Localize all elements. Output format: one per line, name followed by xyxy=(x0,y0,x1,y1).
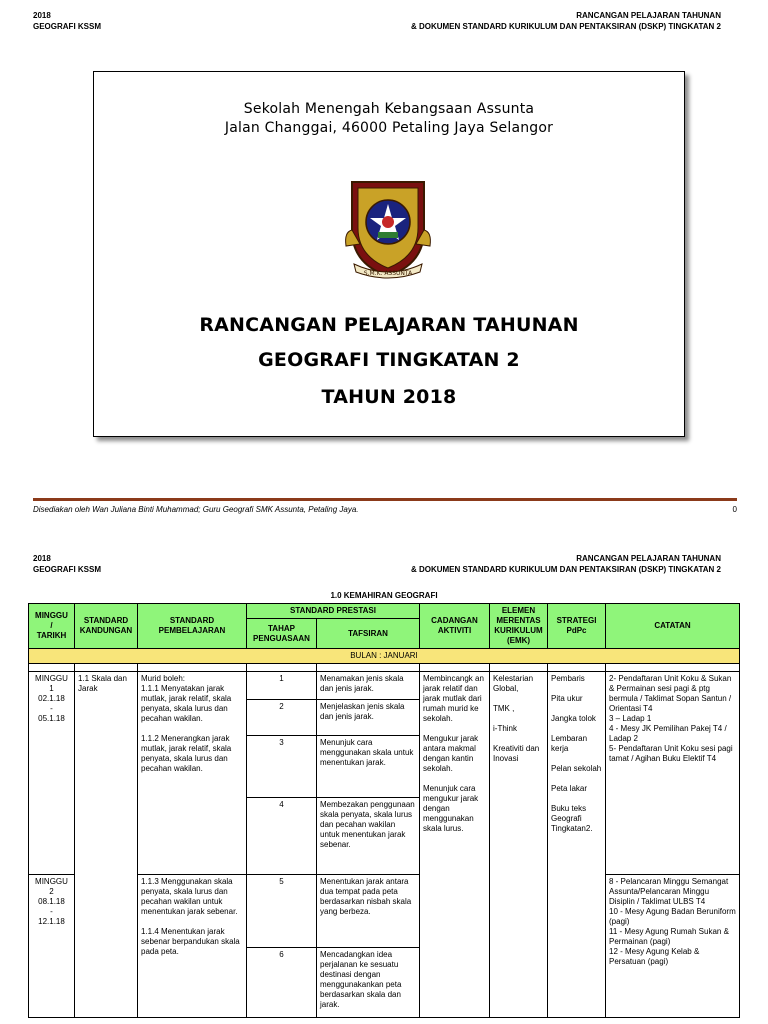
catatan-week-2: 8 - Pelancaran Minggu Semangat Assunta/Pelancaran Minggu Disiplin / Taklimat ULBS T4 10 - Mesy Agung Badan Beruniform (pagi) 11 - Mesy Agung Rumah Sukan & Permainan (pagi) 12 - Mesy Agung Kelab & Persatuan (pagi) xyxy=(606,875,740,1018)
header-right-2: RANCANGAN PELAJARAN TAHUNAN & DOKUMEN STANDARD KURIKULUM DAN PENTAKSIRAN (DSKP) TINGKATAN 2 xyxy=(410,554,721,574)
tp-2: 2 xyxy=(247,700,317,736)
strategi-cell: Pembaris Pita ukur Jangka tolok Lembaran kerja Pelan sekolah Peta lakar Buku teks Geografi Tingkatan2. xyxy=(548,672,606,1018)
page-number: 0 xyxy=(732,505,737,514)
section-title: 1.0 KEMAHIRAN GEOGRAFI xyxy=(330,591,438,600)
tp-4: 4 xyxy=(247,798,317,875)
tafsiran-6: Mencadangkan idea perjalanan ke sesuatu destinasi dengan menggunakankan peta berdasarkan skala dan jarak. xyxy=(317,948,420,1018)
col-catatan: CATATAN xyxy=(606,604,740,649)
prepared-by: Disediakan oleh Wan Juliana Binti Muhammad; Guru Geografi SMK Assunta, Petaling Jaya. xyxy=(33,505,359,514)
cover-title-1: RANCANGAN PELAJARAN TAHUNAN xyxy=(199,314,579,336)
cover-page xyxy=(93,71,685,437)
col-cadangan-aktiviti: CADANGAN AKTIVITI xyxy=(420,604,490,649)
header-left-2: 2018 GEOGRAFI KSSM xyxy=(33,554,102,574)
header-right: RANCANGAN PELAJARAN TAHUNAN & DOKUMEN STANDARD KURIKULUM DAN PENTAKSIRAN (DSKP) TINGKATAN 2 xyxy=(410,11,721,31)
month-label: BULAN : JANUARI xyxy=(29,649,740,664)
standard-pembelajaran-2: 1.1.3 Menggunakan skala penyata, skala lurus dan pecahan wakilan untuk menentukan jarak sebenar. 1.1.4 Menentukan jarak sebenar berpandukan skala pada peta. xyxy=(138,875,247,1018)
col-tafsiran: TAFSIRAN xyxy=(317,619,420,649)
col-standard-pembelajaran: STANDARD PEMBELAJARAN xyxy=(138,604,247,649)
lesson-plan-table xyxy=(28,603,740,1018)
catatan-week-1: 2- Pendaftaran Unit Koku & Sukan & Permainan sesi pagi & ptg bermula / Taklimat Sopan Santun / Orientasi T4 3 – Ladap 1 4 - Mesy JK Pemilihan Pakej T4 / Ladap 2 5- Pendaftaran Unit Koku sesi pagi tamat / Agihan Buku Elektif T4 xyxy=(606,672,740,875)
tafsiran-5: Menentukan jarak antara dua tempat pada peta berdasarkan nisbah skala yang berbeza. xyxy=(317,875,420,948)
col-minggu: MINGGU / TARIKH xyxy=(29,604,75,649)
cover-title-3: TAHUN 2018 xyxy=(321,386,457,408)
school-address: Jalan Changgai, 46000 Petaling Jaya Selangor xyxy=(224,120,554,136)
emk-cell: Kelestarian Global, TMK , i-Think Kreativiti dan Inovasi xyxy=(490,672,548,1018)
table-header-row xyxy=(29,604,740,619)
cover-title-2: GEOGRAFI TINGKATAN 2 xyxy=(258,349,520,371)
school-info xyxy=(94,100,684,138)
standard-pembelajaran-1: Murid boleh: 1.1.1 Menyatakan jarak mutlak, jarak relatif, skala penyata, skala lurus dan pecahan wakilan. 1.1.2 Menerangkan jarak mutlak, jarak relatif, skala penyata, skala lurus dan pecahan wakilan. xyxy=(138,672,247,875)
col-tahap-penguasaan: TAHAP PENGUASAAN xyxy=(247,619,317,649)
tp-6: 6 xyxy=(247,948,317,1018)
col-standard-prestasi: STANDARD PRESTASI xyxy=(247,604,420,619)
tp-5: 5 xyxy=(247,875,317,948)
tp-3: 3 xyxy=(247,736,317,798)
col-strategi: STRATEGI PdPc xyxy=(548,604,606,649)
tafsiran-4: Membezakan penggunaan skala penyata, skala lurus dan pecahan wakilan untuk menentukan jarak sebenar. xyxy=(317,798,420,875)
month-row xyxy=(29,649,740,664)
week-1-date: MINGGU 1 02.1.18 - 05.1.18 xyxy=(29,672,75,875)
svg-text:S.M.K. ASSUNTA: S.M.K. ASSUNTA xyxy=(363,270,413,277)
tafsiran-1: Menamakan jenis skala dan jenis jarak. xyxy=(317,672,420,700)
spacer-row xyxy=(29,664,740,672)
school-crest-logo xyxy=(340,172,436,282)
page-footer xyxy=(33,505,737,514)
school-name: Sekolah Menengah Kebangsaan Assunta xyxy=(243,101,535,117)
footer-divider xyxy=(33,498,737,501)
col-emk: ELEMEN MERENTAS KURIKULUM (EMK) xyxy=(490,604,548,649)
week-2-date: MINGGU 2 08.1.18 - 12.1.18 xyxy=(29,875,75,1018)
tafsiran-2: Menjelaskan jenis skala dan jenis jarak. xyxy=(317,700,420,736)
col-standard-kandungan: STANDARD KANDUNGAN xyxy=(75,604,138,649)
header-left: 2018 GEOGRAFI KSSM xyxy=(33,11,102,31)
cadangan-aktiviti-cell: Membincangk an jarak relatif dan jarak mutlak dari rumah murid ke sekolah. Mengukur jarak antara makmal dengan kantin sekolah. Menunjuk cara mengukur jarak dengan menggunakan skala lurus. xyxy=(420,672,490,1018)
standard-kandungan-cell: 1.1 Skala dan Jarak xyxy=(75,672,138,1018)
tafsiran-3: Menunjuk cara menggunakan skala untuk menentukan jarak. xyxy=(317,736,420,798)
tp-1: 1 xyxy=(247,672,317,700)
table-row xyxy=(29,672,740,700)
